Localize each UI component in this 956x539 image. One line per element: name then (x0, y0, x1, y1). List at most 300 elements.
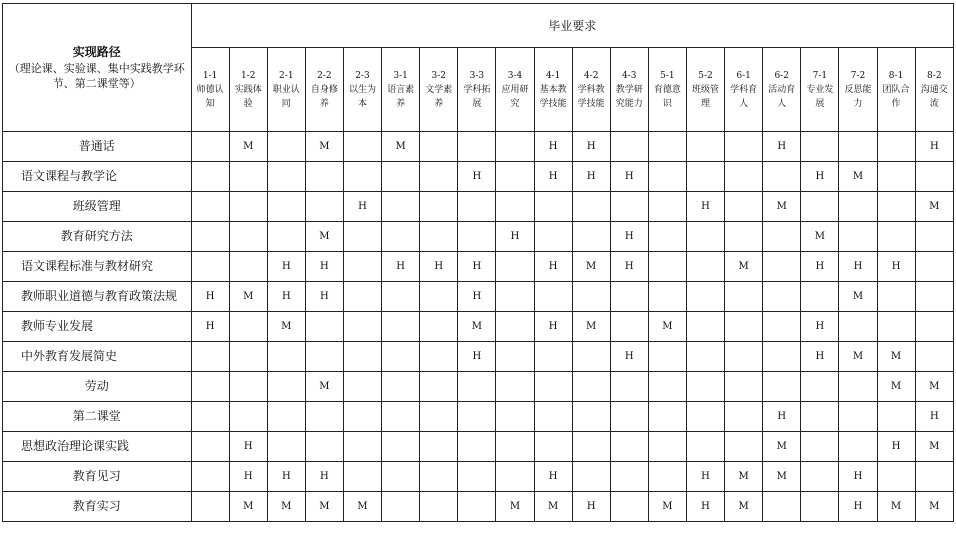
support-level-cell (305, 312, 343, 342)
support-level-cell: M (382, 132, 420, 162)
support-level-cell: M (572, 312, 610, 342)
support-level-cell (915, 462, 953, 492)
support-level-cell (191, 252, 229, 282)
support-level-cell: H (610, 222, 648, 252)
support-level-cell: M (877, 372, 915, 402)
support-level-cell (343, 162, 381, 192)
support-level-cell: M (763, 192, 801, 222)
support-level-cell (191, 432, 229, 462)
support-level-cell (572, 192, 610, 222)
requirement-header-4-3 (610, 48, 648, 132)
requirement-header-7-2 (839, 48, 877, 132)
support-level-cell: M (725, 252, 763, 282)
requirement-name: 反思能力 (844, 84, 872, 109)
support-level-cell (496, 162, 534, 192)
requirement-name: 应用研究 (501, 84, 529, 109)
support-level-cell: M (305, 222, 343, 252)
requirement-header-7-1 (801, 48, 839, 132)
support-level-cell (648, 132, 686, 162)
support-level-cell (801, 492, 839, 522)
support-level-cell (305, 162, 343, 192)
course-name-cell: 教育研究方法 (3, 222, 192, 252)
support-level-cell (420, 192, 458, 222)
support-level-cell (763, 222, 801, 252)
requirement-name: 教学研究能力 (615, 84, 643, 109)
support-level-cell (610, 402, 648, 432)
support-level-cell (648, 192, 686, 222)
support-level-cell: M (267, 312, 305, 342)
course-name-cell: 语文课程标准与教材研究 (3, 252, 192, 282)
requirement-name: 活动育人 (768, 84, 796, 109)
support-level-cell (343, 462, 381, 492)
support-level-cell: H (686, 192, 724, 222)
support-level-cell: M (915, 372, 953, 402)
support-level-cell (420, 372, 458, 402)
support-level-cell (763, 282, 801, 312)
requirement-code: 2-3 (355, 70, 370, 81)
support-level-cell (686, 162, 724, 192)
requirement-name: 团队合作 (882, 84, 910, 109)
requirement-header-5-1 (648, 48, 686, 132)
support-level-cell (572, 282, 610, 312)
support-level-cell: M (343, 492, 381, 522)
support-level-cell (839, 312, 877, 342)
support-level-cell: M (839, 282, 877, 312)
support-level-cell (877, 132, 915, 162)
support-level-cell (686, 222, 724, 252)
support-level-cell (191, 192, 229, 222)
support-level-cell (610, 372, 648, 402)
support-level-cell: M (915, 432, 953, 462)
support-level-cell (496, 132, 534, 162)
requirement-code: 1-1 (202, 70, 218, 81)
support-level-cell: M (572, 252, 610, 282)
support-level-cell (343, 282, 381, 312)
support-level-cell: H (458, 282, 496, 312)
requirement-header-1-2 (229, 48, 267, 132)
support-level-cell (343, 432, 381, 462)
support-level-cell: H (610, 252, 648, 282)
course-rows (3, 132, 954, 522)
support-level-cell (648, 222, 686, 252)
support-level-cell (458, 432, 496, 462)
support-level-cell: M (839, 342, 877, 372)
requirement-name: 文学素养 (425, 84, 453, 109)
support-level-cell: H (191, 312, 229, 342)
requirement-code: 4-2 (583, 70, 599, 81)
support-level-cell: M (229, 132, 267, 162)
support-level-cell (191, 222, 229, 252)
support-level-cell (725, 372, 763, 402)
requirement-code: 3-1 (393, 70, 408, 81)
requirement-header-6-2 (763, 48, 801, 132)
support-level-cell: M (229, 492, 267, 522)
support-level-cell: M (725, 492, 763, 522)
support-level-cell: M (915, 492, 953, 522)
requirement-name: 语言素养 (387, 84, 415, 109)
support-level-cell (725, 132, 763, 162)
support-level-cell: H (686, 492, 724, 522)
support-level-cell (915, 162, 953, 192)
support-level-cell (572, 462, 610, 492)
support-level-cell: M (458, 312, 496, 342)
support-level-cell (686, 312, 724, 342)
support-level-cell (305, 342, 343, 372)
support-level-cell: H (191, 282, 229, 312)
support-level-cell (382, 162, 420, 192)
requirement-name: 学科教学技能 (577, 84, 605, 109)
requirement-header-8-1 (877, 48, 915, 132)
support-level-cell (420, 342, 458, 372)
support-level-cell: H (572, 162, 610, 192)
support-level-cell (648, 342, 686, 372)
requirement-header-4-2 (572, 48, 610, 132)
support-level-cell: H (534, 312, 572, 342)
support-level-cell (763, 342, 801, 372)
support-level-cell: H (839, 492, 877, 522)
support-level-cell (496, 372, 534, 402)
table-row (3, 402, 954, 432)
support-level-cell (763, 252, 801, 282)
table-row (3, 222, 954, 252)
support-level-cell: M (801, 222, 839, 252)
support-level-cell (267, 132, 305, 162)
support-level-cell (382, 282, 420, 312)
support-level-cell (191, 462, 229, 492)
course-name-cell: 劳动 (3, 372, 192, 402)
support-level-cell (420, 222, 458, 252)
support-level-cell (458, 402, 496, 432)
support-level-cell (610, 192, 648, 222)
support-level-cell: H (534, 132, 572, 162)
support-level-cell (610, 132, 648, 162)
support-level-cell: H (915, 402, 953, 432)
support-level-cell: H (267, 462, 305, 492)
support-level-cell (763, 162, 801, 192)
support-level-cell (458, 462, 496, 492)
support-level-cell (496, 402, 534, 432)
support-level-cell: H (267, 282, 305, 312)
support-level-cell (572, 402, 610, 432)
support-level-cell (648, 282, 686, 312)
support-level-cell (382, 402, 420, 432)
course-name-cell: 教育实习 (3, 492, 192, 522)
support-level-cell (877, 222, 915, 252)
support-level-cell (534, 342, 572, 372)
support-level-cell (458, 492, 496, 522)
support-level-cell: H (534, 162, 572, 192)
requirement-code: 2-2 (317, 70, 332, 81)
requirement-header-6-1 (725, 48, 763, 132)
requirement-header-2-3 (343, 48, 381, 132)
support-level-cell (343, 342, 381, 372)
support-level-cell: H (877, 432, 915, 462)
support-level-cell (382, 222, 420, 252)
support-level-cell (725, 222, 763, 252)
requirement-code: 5-2 (698, 70, 713, 81)
requirement-name: 学科育人 (730, 84, 758, 109)
support-level-cell (267, 402, 305, 432)
support-level-cell: M (839, 162, 877, 192)
support-level-cell (763, 492, 801, 522)
support-level-cell (877, 162, 915, 192)
support-level-cell (686, 282, 724, 312)
support-level-cell (229, 312, 267, 342)
support-level-cell: H (534, 252, 572, 282)
requirement-code: 7-1 (812, 70, 828, 81)
support-level-cell (343, 132, 381, 162)
support-level-cell (305, 402, 343, 432)
support-level-cell: H (877, 252, 915, 282)
support-level-cell (229, 252, 267, 282)
requirement-code: 8-2 (927, 70, 942, 81)
support-level-cell (686, 432, 724, 462)
support-level-cell: H (420, 252, 458, 282)
support-level-cell (801, 282, 839, 312)
support-level-cell: H (305, 462, 343, 492)
requirement-code: 4-1 (545, 70, 561, 81)
support-level-cell (725, 282, 763, 312)
support-level-cell (267, 342, 305, 372)
support-level-cell: M (305, 492, 343, 522)
support-level-cell (763, 312, 801, 342)
requirement-code: 2-1 (279, 70, 294, 81)
course-name-cell: 教师专业发展 (3, 312, 192, 342)
support-level-cell (382, 192, 420, 222)
support-level-cell (343, 312, 381, 342)
support-level-cell (458, 222, 496, 252)
table-row (3, 462, 954, 492)
support-level-cell (648, 432, 686, 462)
support-level-cell (839, 432, 877, 462)
support-level-cell: H (610, 342, 648, 372)
support-level-cell (610, 282, 648, 312)
requirement-code: 5-1 (660, 70, 675, 81)
support-level-cell (686, 372, 724, 402)
requirement-header-3-4 (496, 48, 534, 132)
support-level-cell (382, 342, 420, 372)
requirement-header-4-1 (534, 48, 572, 132)
support-level-cell (496, 342, 534, 372)
requirement-name: 职业认同 (272, 84, 300, 109)
support-level-cell (839, 402, 877, 432)
course-name-cell: 中外教育发展简史 (3, 342, 192, 372)
support-level-cell (686, 402, 724, 432)
support-level-cell (648, 252, 686, 282)
table-row (3, 132, 954, 162)
support-level-cell: H (763, 132, 801, 162)
course-name-cell: 第二课堂 (3, 402, 192, 432)
support-level-cell: M (915, 192, 953, 222)
support-level-cell (839, 222, 877, 252)
support-level-cell (496, 432, 534, 462)
support-level-cell (915, 282, 953, 312)
support-level-cell: H (305, 252, 343, 282)
support-level-cell (839, 192, 877, 222)
requirement-name: 沟通交流 (920, 84, 948, 109)
support-level-cell: H (801, 312, 839, 342)
support-level-cell (267, 162, 305, 192)
support-level-cell (839, 132, 877, 162)
table-row (3, 312, 954, 342)
support-level-cell: H (763, 402, 801, 432)
requirement-header-2-2 (305, 48, 343, 132)
support-level-cell (343, 372, 381, 402)
support-level-cell: M (648, 492, 686, 522)
support-level-cell (343, 252, 381, 282)
support-level-cell: M (877, 492, 915, 522)
path-header-cell (3, 4, 192, 132)
support-level-cell (267, 372, 305, 402)
support-level-cell (725, 162, 763, 192)
support-level-cell (305, 192, 343, 222)
requirement-name: 育德意识 (653, 84, 681, 109)
support-level-cell: H (458, 342, 496, 372)
support-level-cell (382, 312, 420, 342)
support-level-cell (725, 192, 763, 222)
support-level-cell: H (382, 252, 420, 282)
support-level-cell (229, 222, 267, 252)
table-row (3, 162, 954, 192)
support-level-cell: H (267, 252, 305, 282)
support-level-cell (801, 372, 839, 402)
support-level-cell (648, 162, 686, 192)
requirement-code: 3-2 (431, 70, 446, 81)
header-row-top (3, 4, 954, 48)
support-level-cell (534, 372, 572, 402)
requirement-header-3-2 (420, 48, 458, 132)
support-level-cell: M (496, 492, 534, 522)
support-level-cell (420, 282, 458, 312)
support-level-cell (801, 462, 839, 492)
table-row (3, 282, 954, 312)
requirement-code: 3-3 (469, 70, 485, 81)
support-level-cell (496, 282, 534, 312)
support-level-cell (382, 462, 420, 492)
support-level-cell (382, 372, 420, 402)
support-level-cell: H (801, 342, 839, 372)
support-level-cell (915, 312, 953, 342)
requirement-name: 学科拓展 (463, 84, 491, 109)
support-level-cell (648, 402, 686, 432)
support-level-cell: M (725, 462, 763, 492)
requirement-name: 实践体验 (234, 84, 262, 109)
course-name-cell: 教育见习 (3, 462, 192, 492)
support-level-cell: M (305, 372, 343, 402)
requirement-header-2-1 (267, 48, 305, 132)
support-level-cell (229, 342, 267, 372)
support-level-cell (725, 312, 763, 342)
table-row (3, 342, 954, 372)
support-level-cell (839, 372, 877, 402)
support-level-cell (191, 402, 229, 432)
support-level-cell (801, 402, 839, 432)
support-level-cell (610, 312, 648, 342)
support-level-cell (343, 222, 381, 252)
course-name-cell: 普通话 (3, 132, 192, 162)
course-name-cell: 教师职业道德与教育政策法规 (3, 282, 192, 312)
requirement-name: 师德认知 (196, 84, 224, 109)
path-header-subtitle: （理论课、实验课、集中实践教学环节、第二课堂等） (8, 61, 185, 90)
support-level-cell (267, 222, 305, 252)
support-level-cell (877, 402, 915, 432)
support-level-cell (686, 342, 724, 372)
support-level-cell (915, 222, 953, 252)
support-level-cell (725, 342, 763, 372)
table-row (3, 252, 954, 282)
support-level-cell (496, 312, 534, 342)
support-level-cell (191, 342, 229, 372)
support-level-cell (801, 432, 839, 462)
support-level-cell (267, 192, 305, 222)
requirement-code: 1-2 (240, 70, 256, 81)
support-level-cell (420, 462, 458, 492)
requirement-name: 专业发展 (806, 84, 834, 109)
support-level-cell: M (534, 492, 572, 522)
requirements-matrix-table (2, 3, 954, 522)
requirement-header-3-3 (458, 48, 496, 132)
support-level-cell: M (763, 462, 801, 492)
support-level-cell (496, 192, 534, 222)
support-level-cell (420, 492, 458, 522)
requirement-header-3-1 (382, 48, 420, 132)
support-level-cell (229, 402, 267, 432)
support-level-cell (229, 192, 267, 222)
support-level-cell (496, 462, 534, 492)
table-row (3, 492, 954, 522)
support-level-cell (534, 282, 572, 312)
support-level-cell: M (648, 312, 686, 342)
support-level-cell (610, 462, 648, 492)
support-level-cell: H (305, 282, 343, 312)
support-level-cell (191, 492, 229, 522)
support-level-cell (877, 462, 915, 492)
requirement-name: 基本教学技能 (539, 84, 567, 109)
support-level-cell: H (839, 252, 877, 282)
requirement-code: 8-1 (888, 70, 904, 81)
support-level-cell: M (267, 492, 305, 522)
support-level-cell (534, 432, 572, 462)
support-level-cell: H (458, 252, 496, 282)
support-level-cell (420, 432, 458, 462)
support-level-cell (915, 252, 953, 282)
course-name-cell: 语文课程与教学论 (3, 162, 192, 192)
support-level-cell: M (229, 282, 267, 312)
support-level-cell (229, 162, 267, 192)
support-level-cell (458, 192, 496, 222)
table-row (3, 432, 954, 462)
support-level-cell (420, 162, 458, 192)
support-level-cell (382, 492, 420, 522)
support-level-cell (877, 192, 915, 222)
support-level-cell: H (839, 462, 877, 492)
support-level-cell (572, 342, 610, 372)
support-level-cell (191, 132, 229, 162)
requirement-code: 6-1 (736, 70, 751, 81)
requirement-code: 3-4 (507, 70, 523, 81)
support-level-cell: H (458, 162, 496, 192)
support-level-cell (877, 312, 915, 342)
support-level-cell (686, 252, 724, 282)
support-level-cell (343, 402, 381, 432)
support-level-cell: H (229, 462, 267, 492)
support-level-cell: H (610, 162, 648, 192)
requirement-header-1-1 (191, 48, 229, 132)
support-level-cell (725, 432, 763, 462)
support-level-cell (305, 432, 343, 462)
requirement-header-8-2 (915, 48, 953, 132)
requirement-name: 以生为本 (349, 84, 377, 109)
